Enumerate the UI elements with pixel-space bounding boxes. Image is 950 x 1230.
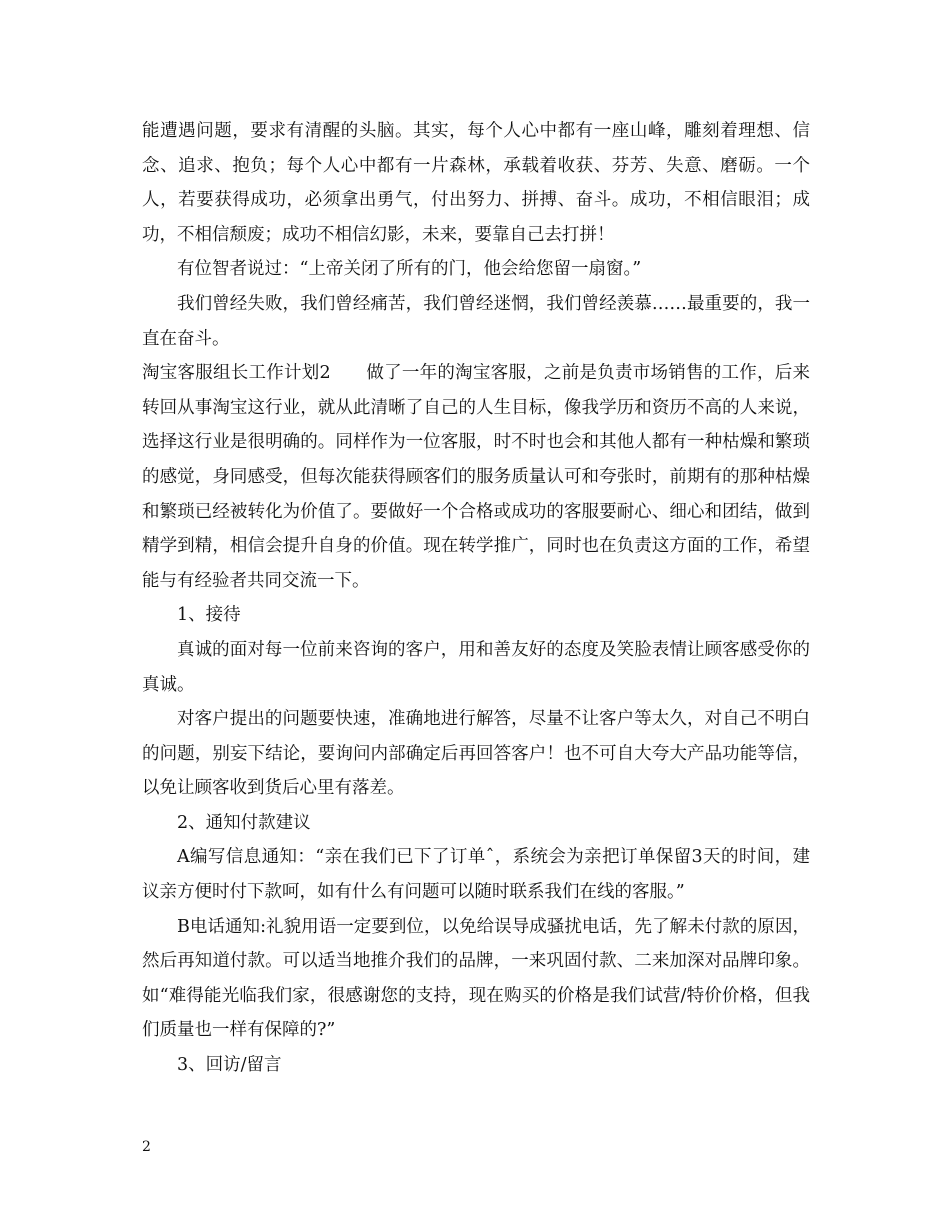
page-number: 2 <box>142 1139 151 1155</box>
section-heading-payment-notice: 2、通知付款建议 <box>177 812 311 833</box>
paragraph-reception-answers: 对客户提出的问题要快速，准确地进行解答，尽量不让客户等太久，对自己不明白的问题，别妄下结论，要询问内部确定后再回答客户！也不可自大夸大产品功能等信，以免让顾客收到货后心里有落差。 <box>142 709 810 799</box>
paragraph-plan-2-intro: 淘宝客服组长工作计划2 做了一年的淘宝客服，之前是负责市场销售的工作，后来转回从事淘宝这行业，就从此清晰了自己的人生目标，像我学历和资历不高的人来说，选择这行业是很明确的。同样作为一位客服，时不时也会和其他人都有一种枯燥和繁琐的感觉，身同感受，但每次能获得顾客们的服务质量认可和夸张时，前期有的那种枯燥和繁琐已经被转化为价值了。要做好一个合格或成功的客服要耐心、细心和团结，做到精学到精，相信会提升自身的价值。现在转学推广，同时也在负责这方面的工作，希望能与有经验者共同交流一下。 <box>142 363 810 591</box>
paragraph-reception-sincerity: 真诚的面对每一位前来咨询的客户，用和善友好的态度及笑脸表情让顾客感受你的真诚。 <box>142 639 810 695</box>
section-heading-follow-up: 3、回访/留言 <box>177 1055 282 1076</box>
paragraph-payment-message: A编写信息通知：“亲在我们已下了订单ˆ，系统会为亲把订单保留3天的时间，建议亲方便时付下款呵，如有什么有问题可以随时联系我们在线的客服。” <box>142 847 810 903</box>
paragraph-payment-phone: B电话通知:礼貌用语一定要到位，以免给误导成骚扰电话，先了解未付款的原因，然后再知道付款。可以适当地推介我们的品牌，一来巩固付款、二来加深对品牌印象。如“难得能光临我们家，很感谢您的支持，现在购买的价格是我们试营/特价价格，但我们质量也一样有保障的?” <box>142 916 810 1041</box>
paragraph-struggle: 我们曾经失败，我们曾经痛苦，我们曾经迷惘，我们曾经羡慕……最重要的，我一直在奋斗。 <box>142 293 810 349</box>
paragraph-quote: 有位智者说过：“上帝关闭了所有的门，他会给您留一扇窗。” <box>177 259 642 280</box>
section-heading-reception: 1、接待 <box>177 605 241 626</box>
paragraph-continuation: 能遭遇问题，要求有清醒的头脑。其实，每个人心中都有一座山峰，雕刻着理想、信念、追求、抱负；每个人心中都有一片森林，承载着收获、芬芳、失意、磨砺。一个人，若要获得成功，必须拿出勇气，付出努力、拼搏、奋斗。成功，不相信眼泪；成功，不相信颓废；成功不相信幻影，未来，要靠自己去打拼！ <box>142 121 810 245</box>
document-body <box>142 114 810 1083</box>
